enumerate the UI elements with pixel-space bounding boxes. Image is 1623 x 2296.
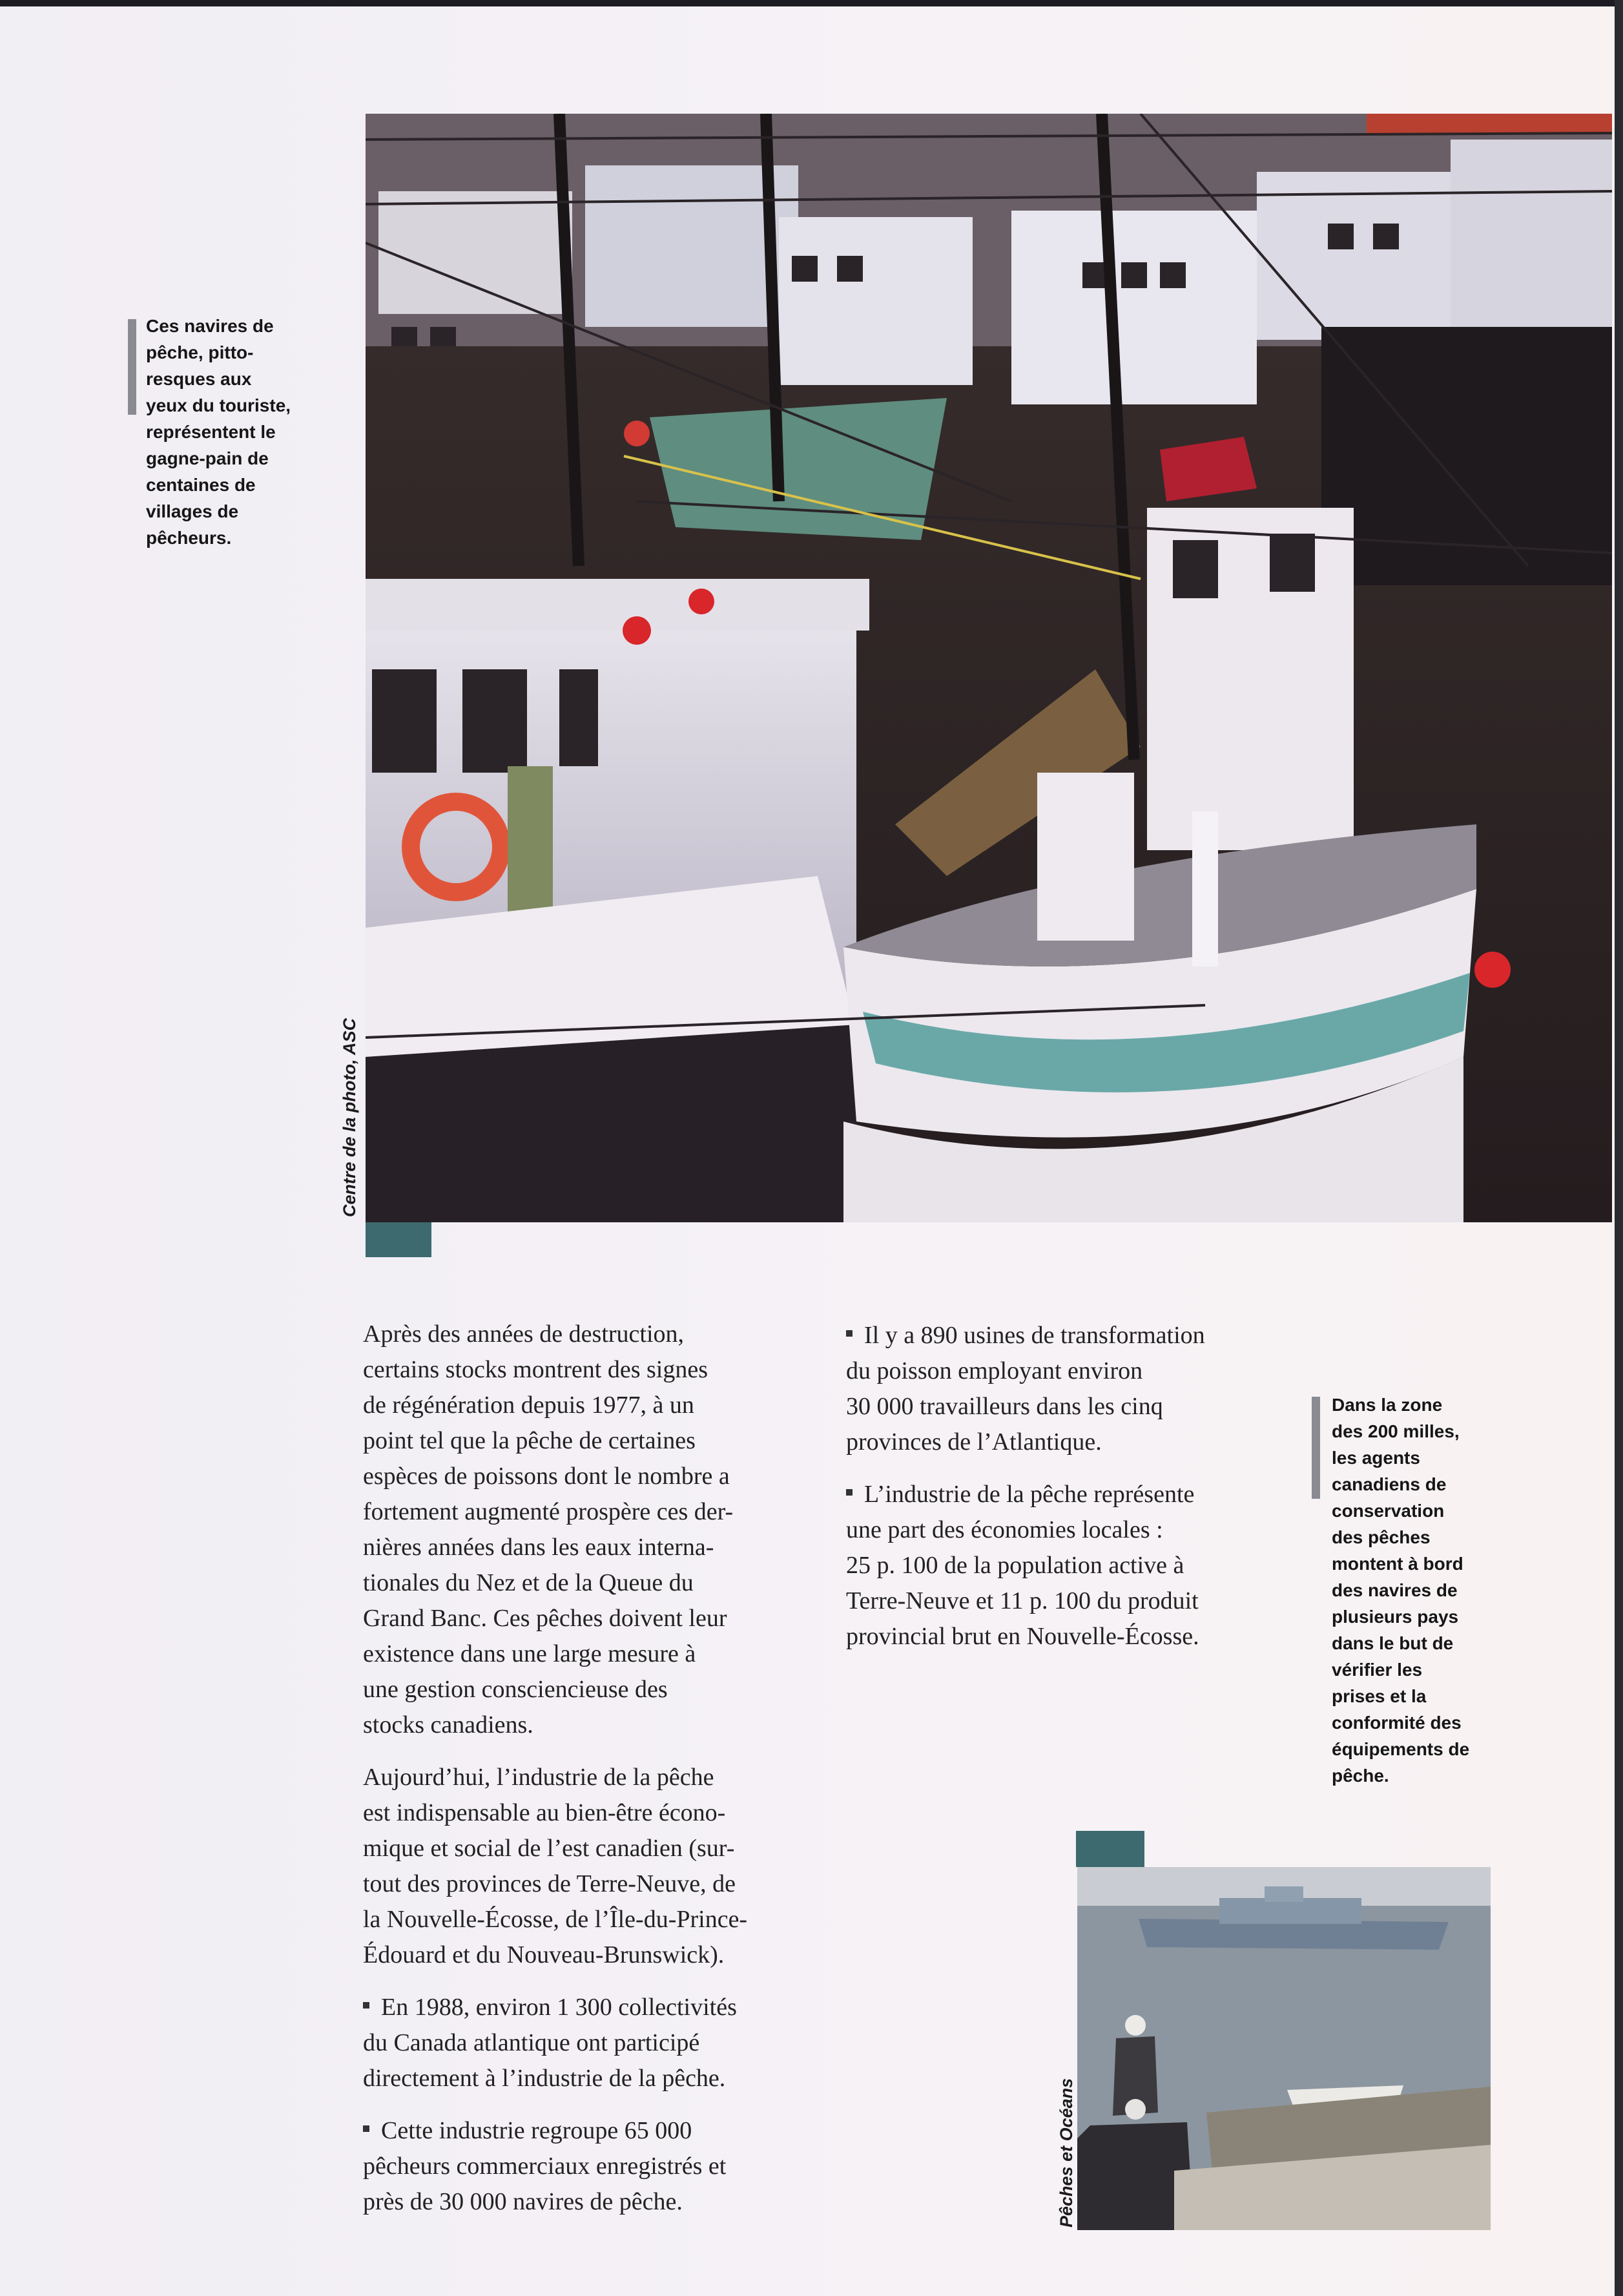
patrol-vessel-illustration (1077, 1867, 1491, 2230)
text-line: 25 p. 100 de la population active à (846, 1552, 1184, 1579)
caption-line: vérifier les (1332, 1660, 1423, 1680)
caption-line: conservation (1332, 1501, 1445, 1521)
caption-line: pêche, pitto- (146, 342, 254, 362)
paragraph-industry (363, 1760, 815, 1973)
text-line: existence dans une large mesure à (363, 1640, 696, 1667)
caption-line: des 200 milles, (1332, 1421, 1460, 1441)
caption-conservation-agents (1332, 1392, 1469, 1789)
bullet-text: En 1988, environ 1 300 collectivités (381, 1994, 737, 2021)
caption-line: Dans la zone (1332, 1395, 1443, 1415)
text-line: une gestion consciencieuse des (363, 1676, 668, 1703)
caption-line: yeux du touriste, (146, 395, 291, 415)
caption-line: dans le but de (1332, 1633, 1454, 1653)
bullet-plants (846, 1318, 1285, 1460)
paragraph-stocks (363, 1317, 815, 1743)
text-line: Terre-Neuve et 11 p. 100 du produit (846, 1587, 1199, 1614)
caption-rule (128, 319, 136, 415)
text-line (363, 1990, 815, 2025)
text-line: tout des provinces de Terre-Neuve, de (363, 1870, 736, 1897)
caption-line: conformité des (1332, 1713, 1462, 1733)
caption-line: gagne-pain de (146, 448, 269, 468)
top-edge (0, 0, 1623, 6)
caption-line: canadiens de (1332, 1474, 1447, 1494)
caption-line: équipements de (1332, 1739, 1470, 1759)
text-line: est indispensable au bien-être écono- (363, 1799, 726, 1826)
caption-line: représentent le (146, 422, 276, 442)
text-column-left (363, 1317, 815, 2237)
text-line: nières années dans les eaux interna- (363, 1534, 714, 1561)
caption-line: montent à bord (1332, 1554, 1463, 1574)
bullet-icon (363, 2125, 369, 2132)
text-line: la Nouvelle-Écosse, de l’Île-du-Prince- (363, 1906, 748, 1933)
caption-rule (1312, 1397, 1320, 1499)
accent-block-top (366, 1222, 431, 1257)
caption-line: pêche. (1332, 1766, 1389, 1786)
photo-credit-main: Centre de la photo, ASC (340, 1018, 359, 1217)
text-line: stocks canadiens. (363, 1711, 533, 1738)
bullet-local-economy (846, 1477, 1285, 1654)
bullet-communities (363, 1990, 815, 2096)
accent-block-bottom (1076, 1831, 1144, 1867)
caption-line: les agents (1332, 1448, 1420, 1468)
bullet-text: Cette industrie regroupe 65 000 (381, 2117, 692, 2144)
caption-fishing-boats (146, 313, 291, 551)
caption-line: centaines de (146, 475, 256, 495)
text-line: espèces de poissons dont le nombre a (363, 1463, 730, 1490)
page-edge (1615, 0, 1623, 2296)
caption-line: plusieurs pays (1332, 1607, 1459, 1627)
text-line: de régénération depuis 1977, à un (363, 1392, 694, 1419)
text-line (846, 1477, 1285, 1512)
caption-line: resques aux (146, 369, 252, 389)
text-line: mique et social de l’est canadien (sur- (363, 1835, 735, 1862)
caption-line: prises et la (1332, 1686, 1427, 1706)
text-line: Édouard et du Nouveau-Brunswick). (363, 1941, 725, 1968)
text-line (363, 2113, 815, 2149)
bullet-icon (363, 2002, 369, 2009)
text-line: certains stocks montrent des signes (363, 1356, 708, 1383)
harbour-boats-photo (366, 114, 1612, 1222)
text-line: Grand Banc. Ces pêches doivent leur (363, 1605, 727, 1632)
text-line: 30 000 travailleurs dans les cinq (846, 1393, 1163, 1420)
patrol-vessel-photo (1077, 1867, 1491, 2230)
bullet-icon (846, 1330, 853, 1337)
text-line (846, 1318, 1285, 1353)
bullet-text: Il y a 890 usines de transformation (864, 1322, 1205, 1349)
text-line: point tel que la pêche de certaines (363, 1427, 696, 1454)
text-line: du Canada atlantique ont participé (363, 2029, 700, 2056)
text-line: près de 30 000 navires de pêche. (363, 2188, 683, 2215)
caption-line: des pêches (1332, 1527, 1431, 1547)
text-line: directement à l’industrie de la pêche. (363, 2065, 726, 2092)
text-line: provincial brut en Nouvelle-Écosse. (846, 1623, 1199, 1650)
text-line: pêcheurs commerciaux enregistrés et (363, 2153, 727, 2180)
text-line: fortement augmenté prospère ces der- (363, 1498, 734, 1525)
photo-credit-small: Pêches et Océans (1057, 2078, 1076, 2228)
caption-line: villages de (146, 501, 239, 521)
caption-line: pêcheurs. (146, 528, 232, 548)
bullet-fishermen (363, 2113, 815, 2220)
text-line: provinces de l’Atlantique. (846, 1428, 1102, 1456)
caption-line: Ces navires de (146, 316, 274, 336)
text-line: une part des économies locales : (846, 1516, 1163, 1543)
bullet-text: L’industrie de la pêche représente (864, 1481, 1195, 1508)
text-line: tionales du Nez et de la Queue du (363, 1569, 694, 1596)
text-column-right (846, 1318, 1285, 1671)
text-line: Après des années de destruction, (363, 1320, 685, 1348)
text-line: du poisson employant environ (846, 1357, 1143, 1384)
bullet-icon (846, 1489, 853, 1496)
harbour-boats-illustration (366, 114, 1612, 1222)
text-line: Aujourd’hui, l’industrie de la pêche (363, 1764, 714, 1791)
caption-line: des navires de (1332, 1580, 1458, 1600)
